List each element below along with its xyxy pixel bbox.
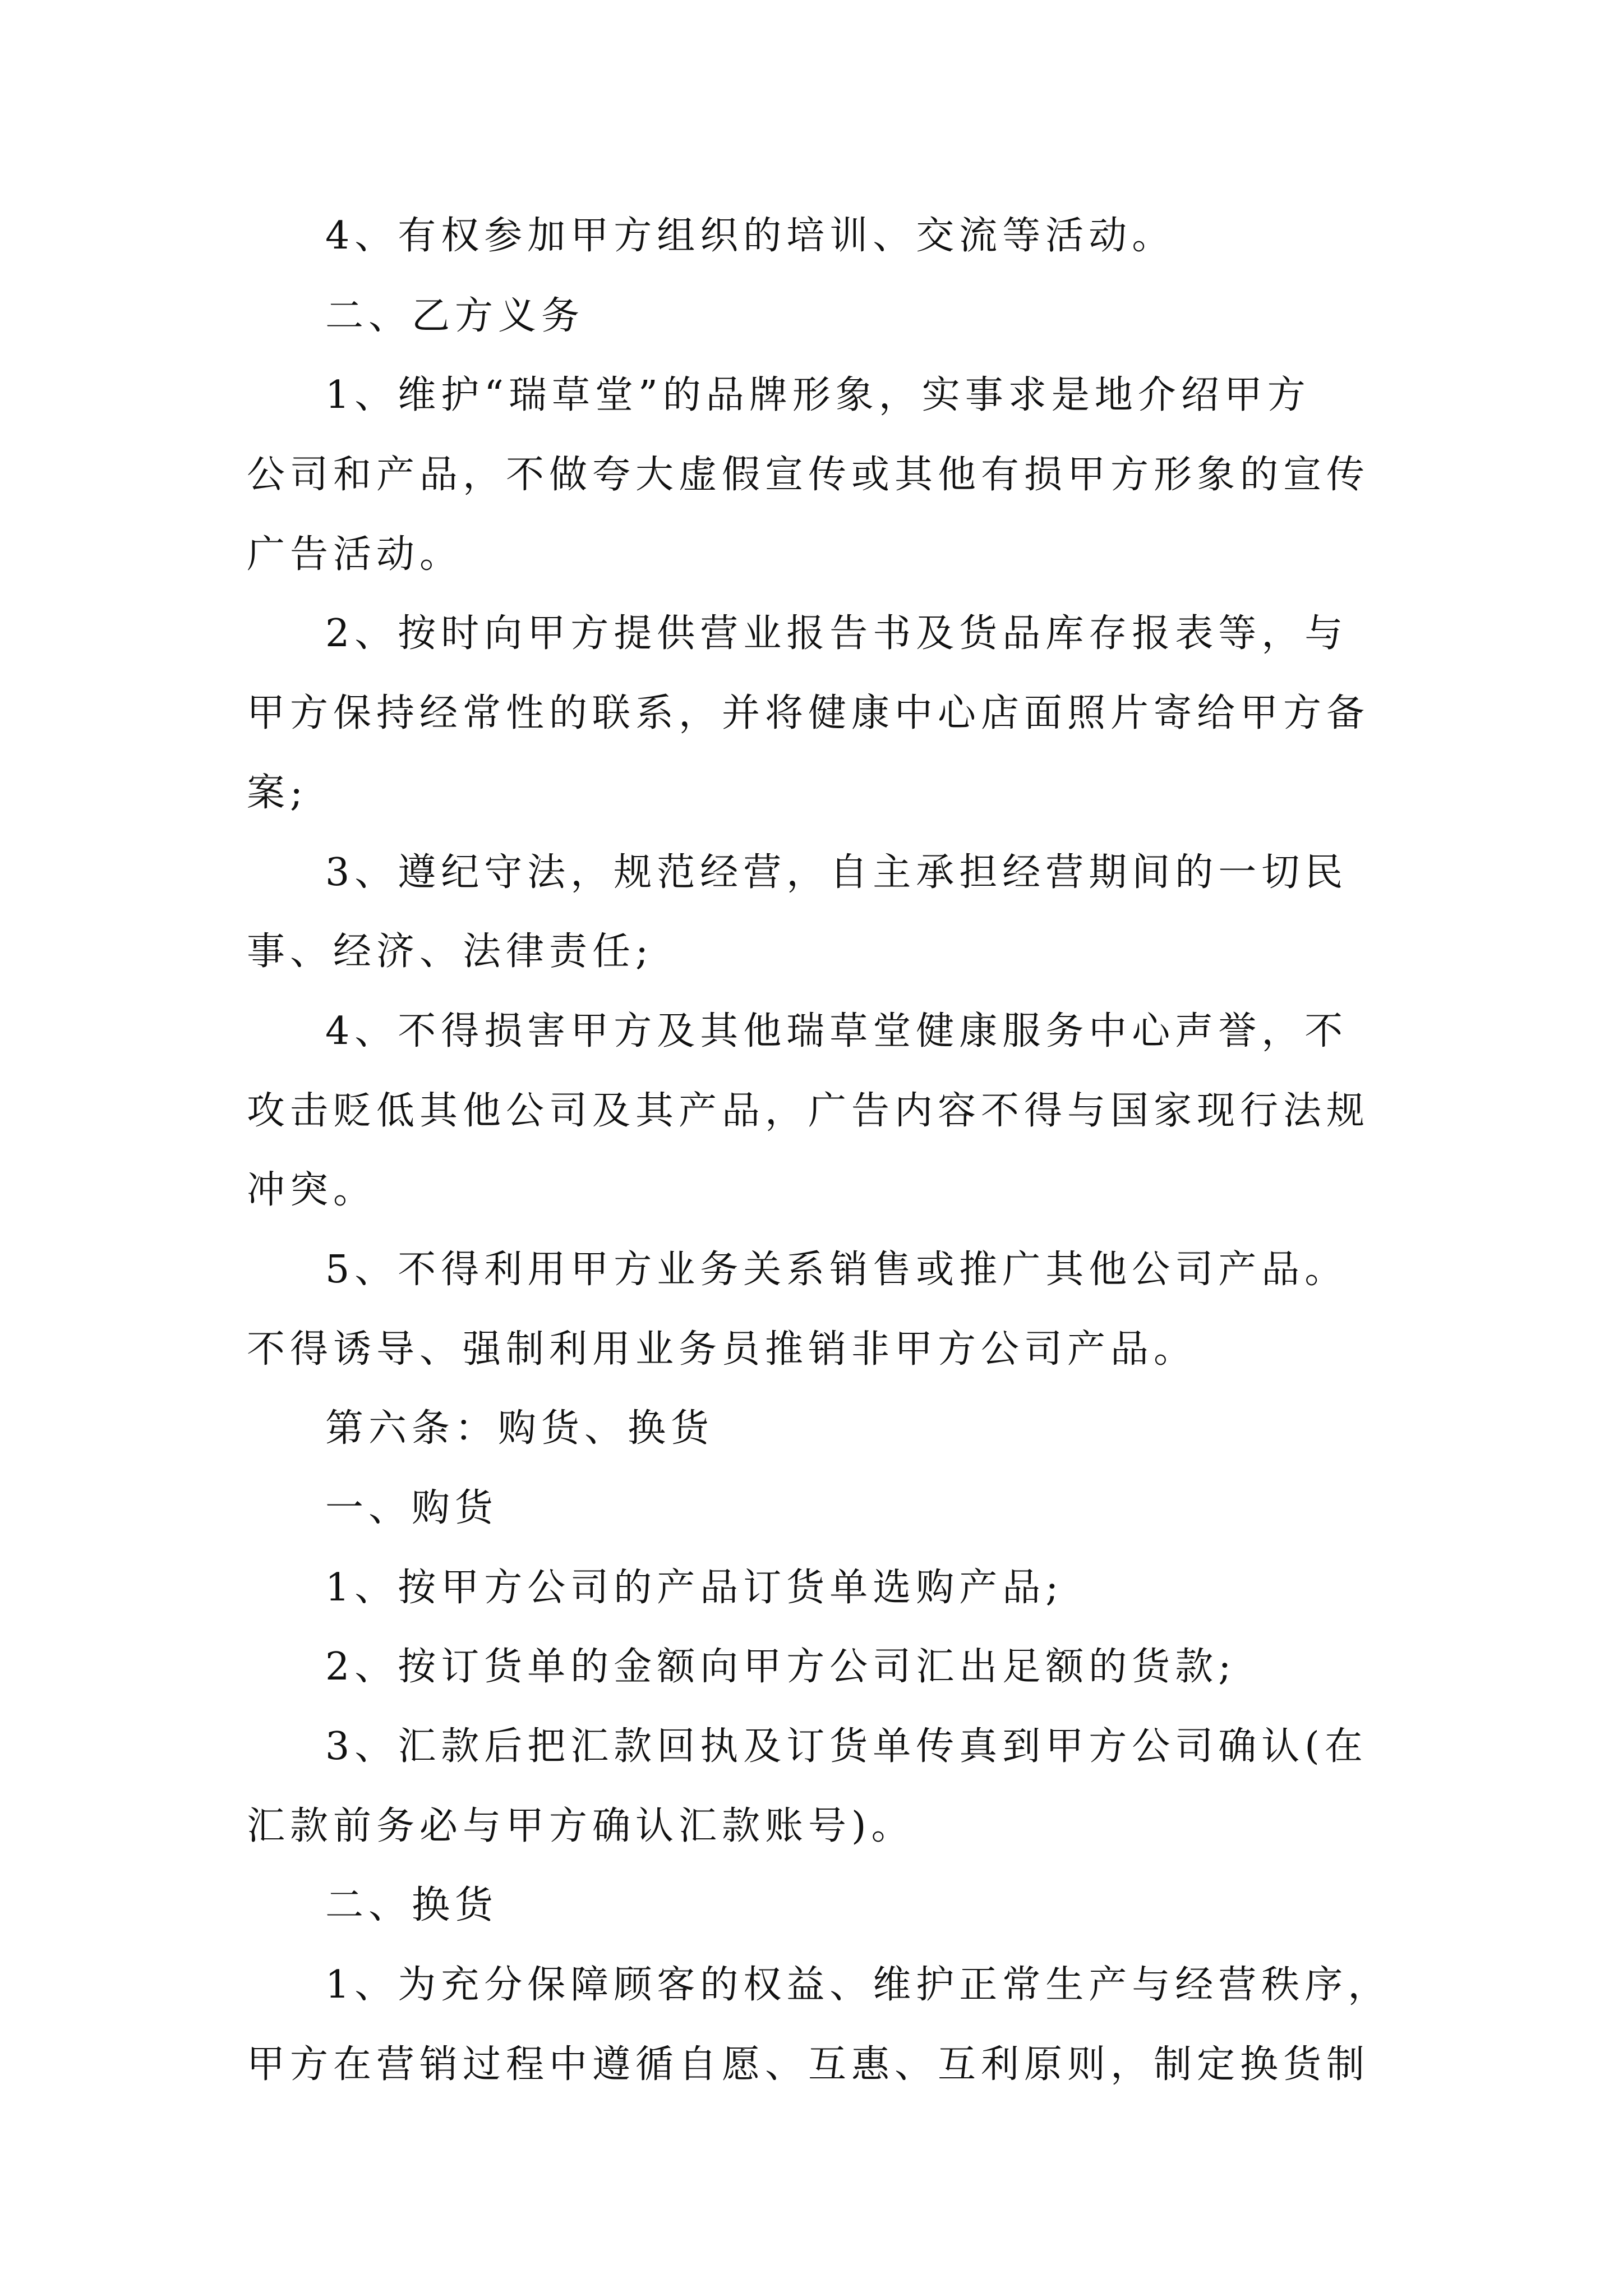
paragraph-line: 1、为充分保障顾客的权益、维护正常生产与经营秩序， [325, 1963, 1391, 2007]
paragraph-line: 5、不得利用甲方业务关系销售或推广其他公司产品。 [325, 1248, 1348, 1292]
paragraph-line: 公司和产品，不做夸大虚假宣传或其他有损甲方形象的宣传 [247, 453, 1370, 497]
section-heading: 二、换货 [325, 1883, 499, 1927]
paragraph-line: 4、有权参加甲方组织的培训、交流等活动。 [325, 214, 1175, 258]
paragraph-line: 2、按时向甲方提供营业报告书及货品库存报表等，与 [325, 611, 1348, 656]
section-heading: 二、乙方义务 [325, 294, 585, 338]
article-heading: 第六条：购货、换货 [325, 1406, 714, 1451]
paragraph-line: 1、按甲方公司的产品订货单选购产品; [325, 1566, 1064, 1610]
paragraph-line: 冲突。 [247, 1168, 377, 1212]
paragraph-line: 汇款前务必与甲方确认汇款账号)。 [247, 1804, 915, 1848]
paragraph-line: 事、经济、法律责任; [247, 930, 653, 974]
paragraph-line: 3、遵纪守法，规范经营，自主承担经营期间的一切民 [325, 850, 1348, 895]
paragraph-line: 1、维护“瑞草堂”的品牌形象，实事求是地介绍甲方 [325, 373, 1311, 417]
paragraph-line: 3、汇款后把汇款回执及订货单传真到甲方公司确认(在 [325, 1724, 1368, 1769]
paragraph-line: 案; [247, 771, 308, 815]
paragraph-line: 4、不得损害甲方及其他瑞草堂健康服务中心声誉，不 [325, 1009, 1348, 1053]
paragraph-line: 不得诱导、强制利用业务员推销非甲方公司产品。 [247, 1327, 1197, 1372]
section-heading: 一、购货 [325, 1486, 499, 1530]
paragraph-line: 2、按订货单的金额向甲方公司汇出足额的货款; [325, 1645, 1237, 1689]
paragraph-line: 甲方保持经常性的联系，并将健康中心店面照片寄给甲方备 [247, 691, 1370, 735]
paragraph-line: 甲方在营销过程中遵循自愿、互惠、互利原则，制定换货制 [247, 2042, 1370, 2087]
paragraph-line: 攻击贬低其他公司及其产品，广告内容不得与国家现行法规 [247, 1089, 1370, 1133]
paragraph-line: 广告活动。 [247, 532, 463, 577]
